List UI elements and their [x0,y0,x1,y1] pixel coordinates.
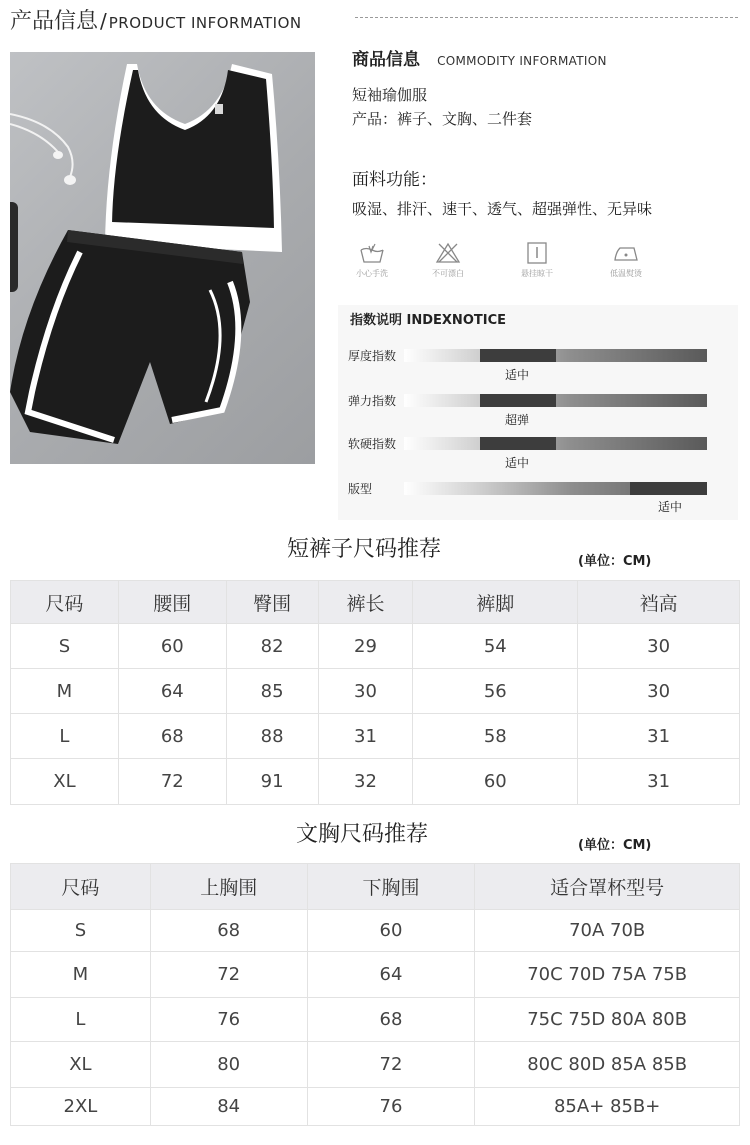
table-cell: 56 [413,669,578,714]
index-marker [480,394,556,407]
care-hand-wash [342,242,402,279]
care-label: 低温熨烫 [610,269,642,278]
table-cell: 76 [307,1088,475,1126]
index-marker [480,437,556,450]
no-bleach-icon [435,242,461,264]
table-cell: 32 [318,759,413,805]
fabric-title: 面料功能： [352,170,437,190]
table-cell: 72 [150,952,307,998]
table-row [11,624,740,669]
care-label: 不可漂白 [432,269,464,278]
commodity-title [352,45,607,70]
index-label-fit: 版型 [348,482,373,496]
yoga-set-illustration [10,52,315,464]
index-value-elasticity: 超弹 [505,413,530,427]
table-cell: 72 [118,759,226,805]
shorts-size-table [10,580,740,805]
index-value-fit: 适中 [658,500,683,514]
table-cell: S [11,910,151,952]
table-cell: 60 [307,910,475,952]
index-bar-fit [404,482,707,495]
header-title-en: PRODUCT INFORMATION [108,14,302,32]
table-cell: 82 [226,624,318,669]
table-header-row [11,581,740,624]
table-cell: 30 [578,624,740,669]
table-cell: 68 [118,714,226,759]
index-bar-softness [404,437,707,450]
table-cell: XL [11,1042,151,1088]
header-cell: 上胸围 [150,864,307,910]
table-cell: 60 [118,624,226,669]
table-cell: 70A 70B [475,910,740,952]
table-cell: 72 [307,1042,475,1088]
header-cell: 下胸围 [307,864,475,910]
header-cell: 裤脚 [413,581,578,624]
index-marker [630,482,707,495]
table-row [11,998,740,1042]
index-label-thickness: 厚度指数 [348,349,397,363]
fabric-features: 吸湿、排汗、速干、透气、超强弹性、无异味 [352,200,653,218]
table-cell: 31 [578,714,740,759]
shorts-table-title: 短裤子尺码推荐 [287,537,442,562]
header-cell: 腰围 [118,581,226,624]
commodity-title-cn: 商品信息 [352,50,420,70]
section-header [10,4,302,34]
low-iron-icon [612,242,640,264]
table-row [11,952,740,998]
care-label: 悬挂晾干 [521,269,553,278]
care-label: 小心手洗 [356,269,388,278]
table-row [11,759,740,805]
index-bar-elasticity [404,394,707,407]
table-cell: 58 [413,714,578,759]
care-low-iron [596,242,656,279]
table-cell: 80 [150,1042,307,1088]
table-cell: 30 [318,669,413,714]
table-cell: 64 [307,952,475,998]
table-cell: 76 [150,998,307,1042]
table-row [11,1088,740,1126]
index-bar-thickness [404,349,707,362]
header-cell: 裆高 [578,581,740,624]
header-title-cn: 产品信息 [10,9,99,34]
table-cell: 64 [118,669,226,714]
table-cell: 31 [318,714,413,759]
care-hang-dry [507,242,567,279]
index-value-softness: 适中 [505,456,530,470]
table-cell: 84 [150,1088,307,1126]
table-cell: 31 [578,759,740,805]
table-cell: 68 [307,998,475,1042]
header-cell: 裤长 [318,581,413,624]
table-cell: 2XL [11,1088,151,1126]
table-cell: 85A+ 85B+ [475,1088,740,1126]
table-cell: M [11,669,119,714]
table-row [11,1042,740,1088]
table-cell: 70C 70D 75A 75B [475,952,740,998]
product-line: 产品：裤子、文胸、二件套 [352,110,533,128]
hand-wash-icon [359,242,385,264]
bra-table-unit: (单位：CM) [578,838,652,853]
table-row [11,714,740,759]
table-cell: 54 [413,624,578,669]
product-name: 短袖瑜伽服 [352,86,428,104]
table-cell: 68 [150,910,307,952]
table-cell: 75C 75D 80A 80B [475,998,740,1042]
bra-table-title: 文胸尺码推荐 [296,822,429,847]
index-title: 指数说明 INDEXNOTICE [350,313,506,328]
table-row [11,669,740,714]
bra-size-table [10,863,740,1126]
product-photo [10,52,315,464]
table-cell: S [11,624,119,669]
index-value-thickness: 适中 [505,368,530,382]
header-cell: 尺码 [11,864,151,910]
care-no-bleach [418,242,478,279]
shorts-table-unit: (单位：CM) [578,554,652,569]
commodity-title-en: COMMODITY INFORMATION [437,54,607,68]
index-label-elasticity: 弹力指数 [348,394,397,408]
header-cell: 臀围 [226,581,318,624]
table-header-row [11,864,740,910]
index-marker [480,349,556,362]
table-cell: 80C 80D 85A 85B [475,1042,740,1088]
table-cell: 29 [318,624,413,669]
table-cell: M [11,952,151,998]
header-divider [355,17,738,18]
table-cell: 85 [226,669,318,714]
header-separator: / [100,9,107,33]
table-cell: 60 [413,759,578,805]
table-cell: L [11,714,119,759]
table-cell: 91 [226,759,318,805]
table-cell: 88 [226,714,318,759]
header-cell: 适合罩杯型号 [475,864,740,910]
hang-dry-icon [524,242,550,264]
table-cell: 30 [578,669,740,714]
table-row [11,910,740,952]
table-cell: XL [11,759,119,805]
index-label-softness: 软硬指数 [348,437,397,451]
header-cell: 尺码 [11,581,119,624]
table-cell: L [11,998,151,1042]
